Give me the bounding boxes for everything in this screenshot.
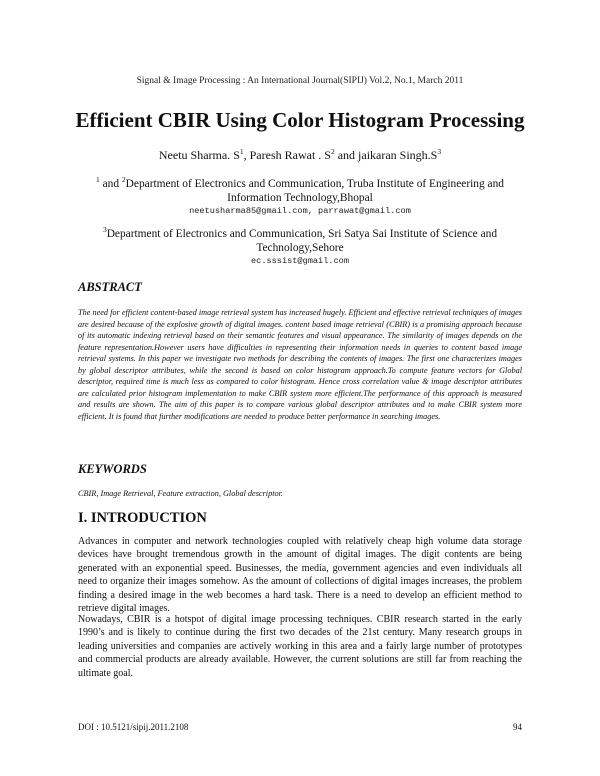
running-head: Signal & Image Processing : An International Journal(SIPIJ) Vol.2, No.1, March 2011 (136, 76, 464, 86)
author-name: Neetu Sharma. S (158, 148, 240, 162)
affiliation-joiner: and (99, 178, 122, 190)
affiliation-text: Department of Electronics and Communication, Sri Satya Sai Institute of Science and Technology,Sehore (106, 228, 498, 254)
author-separator: and (334, 148, 359, 162)
doi-text: DOI : 10.5121/sipij.2011.2108 (78, 722, 189, 732)
introduction-paragraph: Advances in computer and network technologies coupled with relatively cheap high volume data storage devices have brought tremendous growth in the amount of digital images. The digit contents are being generated with an exponential speed. Businesses, the media, government agencies and even individuals all need to organize their images somehow. As the amount of collections of digital images increases, the problem finding a desired image in the web becomes a hard task. There is a need to develop an efficient method to retrieve digital images. (78, 536, 522, 615)
abstract-heading: ABSTRACT (78, 280, 142, 294)
author-name: Paresh Rawat . S (249, 148, 331, 162)
affiliation-superscript: 2 (121, 175, 126, 185)
affiliation-text: Department of Electronics and Communication, Truba Institute of Engineering and Information Technology,Bhopal (125, 178, 504, 204)
page-footer (78, 722, 522, 732)
introduction-paragraph: Nowadays, CBIR is a hotspot of digital image processing techniques. CBIR research started in the early 1990’s and is likely to continue during the first two decades of the 21st century. Many research groups in leading universities and companies are actively working in this area and a fairly large number of prototypes and commercial products are already available. However, the current solutions are still far from reaching the ultimate goal. (78, 614, 522, 679)
page-number: 94 (513, 722, 522, 732)
author-list (0, 148, 600, 163)
keywords-text: CBIR, Image Retrieval, Feature extraction, Global descriptor. (78, 489, 283, 498)
author-separator: , (243, 148, 250, 162)
author-email: ec.sssist@gmail.com (251, 256, 349, 266)
introduction-heading: I. INTRODUCTION (78, 510, 207, 526)
author-superscript: 3 (437, 147, 442, 156)
abstract-text: The need for efficient content-based image retrieval system has increased hugely. Efficient and effective retrieval techniques of images are desired because of the explosive growth of digital images. content based image retrieval (CBIR) is a promising approach because of its automatic indexing retrieval based on their semantic features and visual appearance. The similarity of images depends on the feature representation.However users have difficulties in representing their information needs in queries to content based image retrieval systems. In this paper we investigate two methods for describing the contents of images. The first one characterizes images by global descriptor attributes, while the second is based on color histogram approach.To compute feature vectors for Global descriptor, required time is much less as compared to color histogram. Hence cross correlation value & image descriptor attributes are calculated prior histogram implementation to make CBIR system more efficient.The performance of this approach is measured and results are shown. The aim of this paper is to compare various global descriptor attributes and to make CBIR system more efficient. It is found that further modifications are needed to produce better performance in searching images. (78, 308, 522, 421)
author-superscript: 1 (239, 147, 244, 156)
keywords-heading: KEYWORDS (78, 462, 147, 476)
author-name: jaikaran Singh.S (358, 148, 438, 162)
affiliation-2 (70, 227, 530, 267)
paper-title: Efficient CBIR Using Color Histogram Processing (75, 108, 525, 132)
affiliation-1 (70, 177, 530, 217)
affiliation-superscript: 1 (96, 175, 100, 185)
author-superscript: 2 (330, 147, 335, 156)
affiliation-superscript: 3 (102, 225, 107, 235)
author-email: neetusharma85@gmail.com, parrawat@gmail.com (189, 206, 411, 216)
